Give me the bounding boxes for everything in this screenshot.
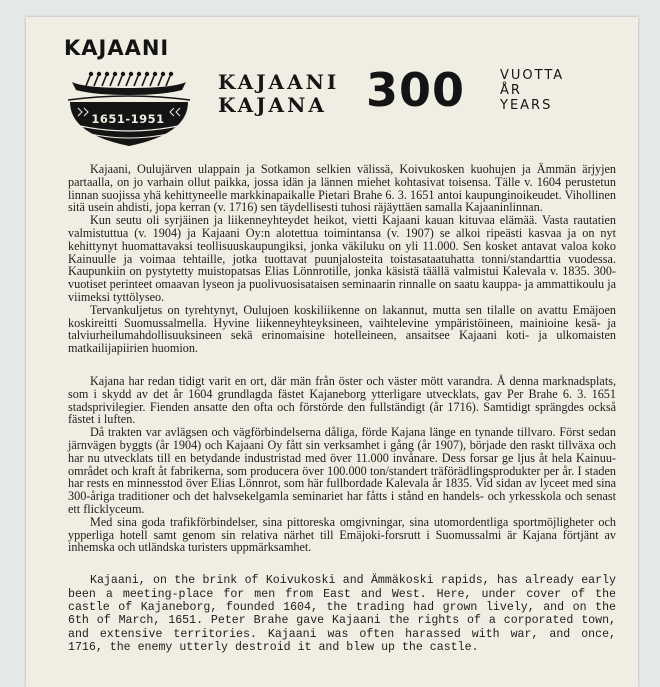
church-boat-emblem-icon — [64, 64, 194, 146]
title-line-sv: KAJANA — [218, 93, 327, 117]
anniversary-number: 300 — [366, 63, 466, 117]
years-word-fi: VUOTTA — [500, 68, 565, 83]
years-word-en: YEARS — [500, 98, 553, 113]
title-line-fi: KAJAANI — [218, 70, 340, 94]
paragraph-sv-1: Kajana har redan tidigt varit en ort, där män från öster och väster mött varandra. Å denna marknadsplats, som i skydd av det år 1604 grundlagda fästet Kajaneborg ytterligare utvecklats, gav Per Brahe 6. 3. 1651 stadsprivilegier. Fienden ansatte den ofta och förstörde den fullständigt (år 1716). Samtidigt sprängdes också fästet i luften. — [68, 373, 616, 427]
town-names — [218, 71, 339, 117]
years-word-sv: ÅR — [500, 83, 522, 98]
paragraph-sv-3: Med sina goda trafikförbindelser, sina pittoreska omgivningar, sina utomordentliga sportmöjligheter och ypperliga hotell samt genom sin relativa närhet till Emäjoki-forsrutt i Suomussalmi är Kajana förtjänt av inhemska och utländska turisters uppmärksamhet. — [68, 514, 616, 555]
logo-years: 1651-1951 — [91, 112, 165, 126]
paragraph-en-1: Kajaani, on the brink of Koivukoski and Ämmäkoski rapids, has already early been a meeting-place for men from East and West. Here, under cover of the castle of Kajaneborg, founded 1604, the trading had grown lively, and on the 6th of March, 1651. Peter Brahe gave Kajaani the rights of a corporated town, and extensive territories. Kajaani was often harassed with war, and once, 1716, the enemy utterly destroid it and blew up the castle. — [68, 574, 616, 655]
paragraph-fi-1: Kajaani, Oulujärven ulappain ja Sotkamon selkien välissä, Koivukosken kuohujen ja Ämmän ärjyjen partaalla, on jo varhain ollut paikka, jossa idän ja lännen miehet kohtasivat toisensa. Tälle v. 1604 perustetun linnan suojissa yhä kehittyneelle markkinapaikalle Pietari Brahe 6. 3. 1651 antoi kaupunginoikeudet. Vihollinen sitä usein ahdisti, jopa kerran (v. 1716) sen täydellisesti tuhosi räjäyttäen samalla Kajaaninlinnan. — [68, 162, 616, 215]
paragraph-fi-2: Kun seutu oli syrjäinen ja liikenneyhteydet heikot, vietti Kajaani kauan kituvaa elämää. Vasta rautatien valmistuttua (v. 1904) ja Kajaani Oy:n alotettua toimintansa (v. 1907) se alkoi ripeästi kasvaa ja on nyt kehittynyt huomattavaksi teollisuuskaupungiksi, jonka väkiluku on yli 11.000. Sen kosket antavat valoa koko Kainuulle ja voimaa tehtaille, jotka tuottavat puunjalosteita toistasataatuhatta tonni/standarttia vuodessa. Kaupunkiin on pystytetty muistopatsas Elias Lönnrotille, jonka käsistä täällä valmistui Kalevala v. 1835. 300-vuotiset perinteet omaavan lyseon ja puolivuosisataisen seminaarin rinnalle on saatu kauppa- ja ammattikoulu ja viimeksi tyttölyseo. — [68, 213, 616, 304]
kajaani-logo — [64, 36, 204, 148]
years-words — [500, 68, 564, 113]
body-text — [68, 163, 616, 655]
logo-title: KAJAANI — [64, 36, 170, 60]
document-page — [26, 17, 638, 687]
paragraph-sv-2: Då trakten var avlägsen och vägförbindelserna dåliga, förde Kajana länge en tynande tillvaro. Först sedan järnvägen byggts (år 1904) och Kajaani Oy fått sin verksamhet i gång (år 1907), började den raskt tillväxa och har nu utvecklats till en betydande industristad med över 11.000 invånare. Dess forsar ge ljus åt hela Kainuu-området och kraft åt fabrikerna, som producera över 100.000 ton/standert träförädlingsprodukter per år. I staden har rests en minnesstod över Elias Lönnrot, som här fullbordade Kalevala år 1835. Vid sidan av lyceet med sina 300-åriga traditioner och det halvsekelgamla seminariet har fåtts i stånd en handels- och yrkesskola och senast ett flicklyceum. — [68, 425, 616, 516]
paragraph-fi-3: Tervankuljetus on tyrehtynyt, Oulujoen koskiliikenne on lakannut, mutta sen tilalle on avattu Emäjoen koskireitti Suomussalmella. Hyvine liikenneyhteyksineen, vaihtelevine ympäristöineen, mainioine kesä- ja talviurheilumahdollisuuksineen sekä erinomaisine hotelleineen, ansaitsee Kajaani koti- ja ulkomaisten matkailijapiirien huomion. — [68, 302, 616, 356]
